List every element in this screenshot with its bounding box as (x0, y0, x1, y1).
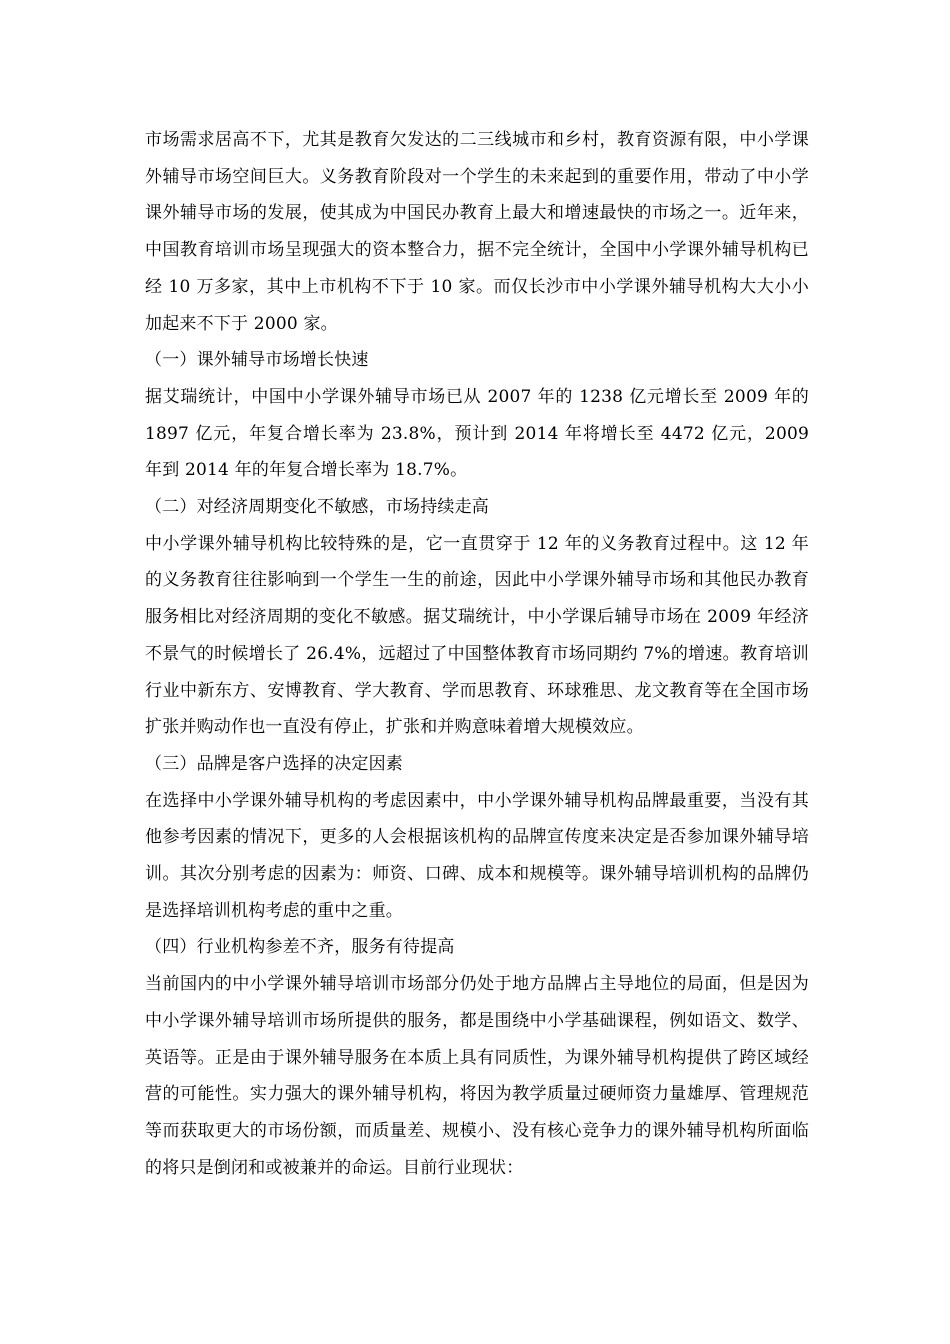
paragraph-economic-cycle: 中小学课外辅导机构比较特殊的是，它一直贯穿于 12 年的义务教育过程中。这 12 年的义务教育往往影响到一个学生一生的前途，因此中小学课外辅导市场和其他民办教育服务相比对经济周期的变化不敏感。据艾瑞统计，中小学课后辅导市场在 2009 年经济不景气的时候增长了 26.4%，远超过了中国整体教育市场同期约 7%的增速。教育培训行业中新东方、安博教育、学大教育、学而思教育、环球雅思、龙文教育等在全国市场扩张并购动作也一直没有停止，扩张和并购意味着增大规模效应。 (145, 533, 809, 738)
paragraph-industry-status: 当前国内的中小学课外辅导培训市场部分仍处于地方品牌占主导地位的局面，但是因为中小学课外辅导培训市场所提供的服务，都是围绕中小学基础课程，例如语文、数学、英语等。正是由于课外辅导服务在本质上具有同质性，为课外辅导机构提供了跨区域经营的可能性。实力强大的课外辅导机构，将因为教学质量过硬师资力量雄厚、管理规范等而获取更大的市场份额，而质量差、规模小、没有核心竞争力的课外辅导机构所面临的将只是倒闭和或被兼并的命运。目前行业现状： (145, 974, 809, 1178)
section-heading-2: （二）对经济周期变化不敏感，市场持续走高 (145, 497, 489, 518)
paragraph-market-growth: 据艾瑞统计，中国中小学课外辅导市场已从 2007 年的 1238 亿元增长至 2009 年的 1897 亿元，年复合增长率为 23.8%，预计到 2014 年将增长至 4472 亿元，2009 年到 2014 年的年复合增长率为 18.7%。 (145, 386, 809, 481)
document-body (145, 122, 809, 1186)
section-heading-1: （一）课外辅导市场增长快速 (145, 350, 369, 371)
paragraph-market-demand: 市场需求居高不下，尤其是教育欠发达的二三线城市和乡村，教育资源有限，中小学课外辅导市场空间巨大。义务教育阶段对一个学生的未来起到的重要作用，带动了中小学课外辅导市场的发展，使其成为中国民办教育上最大和增速最快的市场之一。近年来，中国教育培训市场呈现强大的资本整合力，据不完全统计，全国中小学课外辅导机构已经 10 万多家，其中上市机构不下于 10 家。而仅长沙市中小学课外辅导机构大大小小加起来不下于 2000 家。 (145, 130, 809, 334)
section-heading-3: （三）品牌是客户选择的决定因素 (145, 753, 403, 774)
paragraph-brand-factors: 在选择中小学课外辅导机构的考虑因素中，中小学课外辅导机构品牌最重要，当没有其他参考因素的情况下，更多的人会根据该机构的品牌宣传度来决定是否参加课外辅导培训。其次分别考虑的因素为：师资、口碑、成本和规模等。课外辅导培训机构的品牌仍是选择培训机构考虑的重中之重。 (145, 790, 809, 921)
section-heading-4: （四）行业机构参差不齐，服务有待提高 (145, 937, 455, 958)
